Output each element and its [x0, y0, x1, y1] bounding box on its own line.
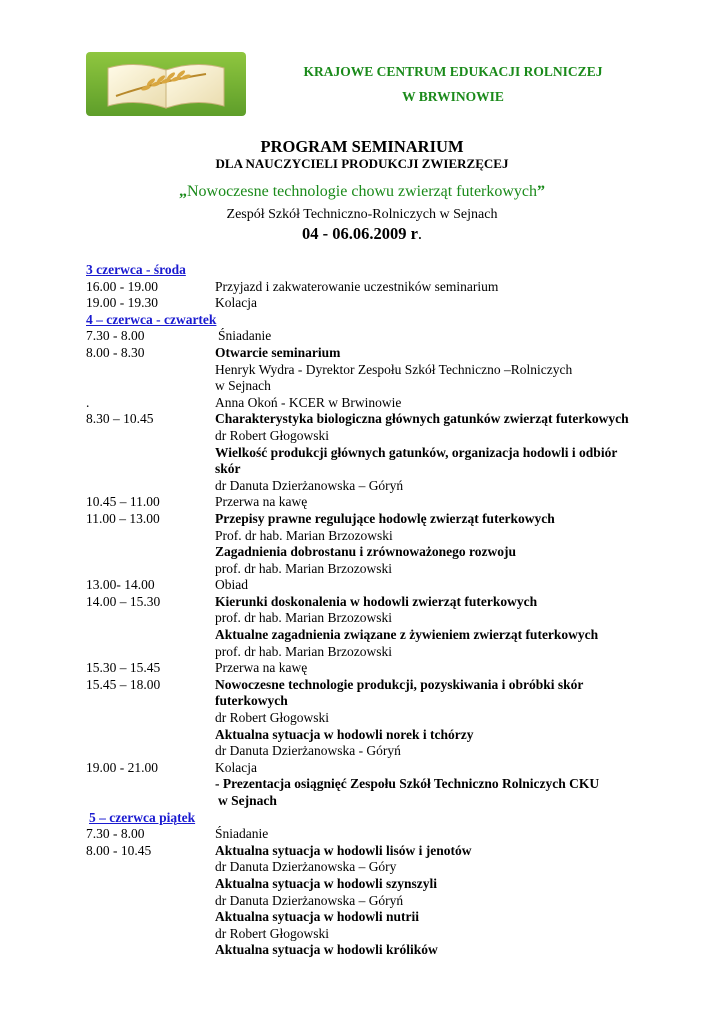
schedule-row — [86, 411, 686, 428]
session-detail: prof. dr hab. Marian Brzozowski — [215, 610, 392, 626]
session-title: Aktualna sytuacja w hodowli norek i tchórzy — [215, 726, 474, 742]
session-title: Otwarcie seminarium — [215, 344, 341, 360]
schedule-row — [86, 926, 686, 943]
session-title: w Sejnach — [218, 793, 277, 808]
day-heading: 3 czerwca - środa — [86, 262, 186, 277]
schedule-time: 7.30 - 8.00 — [86, 826, 145, 842]
day-heading-row — [86, 312, 686, 329]
session-title: Charakterystyka biologiczna głównych gatunków zwierząt futerkowych — [215, 411, 629, 427]
session-detail: Prof. dr hab. Marian Brzozowski — [215, 527, 393, 543]
session-detail: dr Danuta Dzierżanowska – Góry — [215, 859, 397, 875]
seminar-dates-end: . — [417, 224, 423, 243]
schedule-time: . — [86, 394, 90, 410]
schedule-time: 8.30 – 10.45 — [86, 411, 154, 427]
day-heading: 4 – czerwca - czwartek — [86, 311, 217, 327]
schedule-row — [86, 295, 686, 312]
session-detail: w Sejnach — [215, 378, 271, 394]
session-detail: dr Robert Głogowski — [215, 710, 329, 726]
session-detail: Przerwa na kawę — [215, 494, 308, 510]
session-detail: Przerwa na kawę — [215, 660, 308, 676]
schedule-row — [86, 279, 686, 296]
session-detail: dr Danuta Dzierżanowska - Góryń — [215, 743, 401, 759]
schedule-time: 13.00- 14.00 — [86, 577, 155, 593]
session-title: Aktualna sytuacja w hodowli królików — [215, 942, 438, 958]
schedule-row — [86, 445, 686, 462]
schedule-row — [86, 876, 686, 893]
session-detail: dr Robert Głogowski — [215, 925, 329, 941]
schedule-row — [86, 859, 686, 876]
seminar-dates — [0, 224, 724, 244]
schedule-row — [86, 760, 686, 777]
session-detail: Przyjazd i zakwaterowanie uczestników seminarium — [215, 278, 499, 294]
schedule-time: 10.45 – 11.00 — [86, 494, 160, 510]
session-detail: Obiad — [215, 577, 248, 593]
session-title: Aktualne zagadnienia związane z żywieniem zwierząt futerkowych — [215, 627, 599, 643]
institution-location: W BRWINOWIE — [402, 89, 504, 104]
schedule-time: 14.00 – 15.30 — [86, 593, 161, 609]
day-heading-row — [86, 810, 686, 827]
session-detail: prof. dr hab. Marian Brzozowski — [215, 643, 392, 659]
schedule-row — [86, 909, 686, 926]
seminar-topic — [0, 183, 724, 201]
schedule-row — [86, 528, 686, 545]
session-title: Kierunki doskonalenia w hodowli zwierząt futerkowych — [215, 593, 538, 609]
host-school: Zespół Szkół Techniczno-Rolniczych w Sejnach — [226, 207, 498, 222]
session-title: Przepisy prawne regulujące hodowlę zwierząt futerkowych — [215, 510, 555, 526]
schedule-time: 15.30 – 15.45 — [86, 660, 161, 676]
schedule-row — [86, 627, 686, 644]
session-title: Aktualna sytuacja w hodowli szynszyli — [215, 875, 438, 891]
schedule-row — [86, 644, 686, 661]
schedule-row — [86, 511, 686, 528]
schedule-row — [86, 362, 686, 379]
session-title: Wielkość produkcji głównych gatunków, organizacja hodowli i odbiór — [215, 444, 618, 460]
schedule-row — [86, 660, 686, 677]
session-title: futerkowych — [215, 693, 288, 709]
schedule-row — [86, 677, 686, 694]
schedule-row — [86, 793, 686, 810]
schedule-row — [86, 826, 686, 843]
schedule-time: 19.00 - 21.00 — [86, 759, 158, 775]
schedule-row — [86, 577, 686, 594]
schedule-row — [86, 610, 686, 627]
schedule-time: 8.00 - 10.45 — [86, 842, 152, 858]
schedule-time: 16.00 - 19.00 — [86, 278, 158, 294]
schedule-row — [86, 561, 686, 578]
quote-close: ” — [537, 183, 546, 200]
schedule-row — [86, 594, 686, 611]
page-subtitle: DLA NAUCZYCIELI PRODUKCJI ZWIERZĘCEJ — [215, 156, 509, 171]
page-title: PROGRAM SEMINARIUM — [260, 137, 464, 156]
session-detail: Henryk Wydra - Dyrektor Zespołu Szkół Techniczno –Rolniczych — [215, 361, 573, 377]
schedule-row — [86, 494, 686, 511]
session-detail: Kolacja — [215, 759, 257, 775]
schedule-row — [86, 743, 686, 760]
session-title: Nowoczesne technologie produkcji, pozyskiwania i obróbki skór — [215, 676, 584, 692]
quote-open: „ — [178, 183, 187, 200]
schedule-row — [86, 544, 686, 561]
schedule-row — [86, 428, 686, 445]
session-title: Aktualna sytuacja w hodowli nutrii — [215, 909, 420, 925]
schedule-row — [86, 710, 686, 727]
schedule-row — [86, 461, 686, 478]
schedule-row — [86, 893, 686, 910]
session-detail: Śniadanie — [215, 826, 269, 842]
seminar-topic-text: Nowoczesne technologie chowu zwierząt futerkowych — [186, 183, 538, 200]
schedule — [86, 262, 686, 959]
day-heading: 5 – czerwca piątek — [89, 809, 196, 825]
schedule-row — [86, 345, 686, 362]
seminar-dates-text: 04 - 06.06.2009 r — [301, 224, 418, 243]
session-detail: dr Danuta Dzierżanowska – Góryń — [215, 477, 404, 493]
schedule-row — [86, 776, 686, 793]
session-title: Aktualna sytuacja w hodowli lisów i jenotów — [215, 842, 472, 858]
schedule-time: 7.30 - 8.00 — [86, 328, 145, 344]
schedule-row — [86, 843, 686, 860]
session-title: - Prezentacja osiągnięć Zespołu Szkół Techniczno Rolniczych CKU — [215, 776, 600, 792]
schedule-row — [86, 378, 686, 395]
session-detail: Anna Okoń - KCER w Brwinowie — [215, 394, 402, 410]
schedule-time: 15.45 – 18.00 — [86, 676, 161, 692]
schedule-time: 8.00 - 8.30 — [86, 344, 145, 360]
session-detail: dr Robert Głogowski — [215, 427, 329, 443]
schedule-row — [86, 942, 686, 959]
institution-name: KRAJOWE CENTRUM EDUKACJI ROLNICZEJ — [303, 64, 603, 79]
schedule-row — [86, 693, 686, 710]
schedule-row — [86, 478, 686, 495]
session-title: skór — [215, 461, 241, 477]
schedule-row — [86, 328, 686, 345]
session-detail: Kolacja — [215, 295, 257, 311]
open-book-with-wheat-icon — [86, 52, 246, 116]
schedule-row — [86, 727, 686, 744]
session-detail: Śniadanie — [218, 328, 272, 344]
schedule-time: 11.00 – 13.00 — [86, 510, 160, 526]
day-heading-row — [86, 262, 686, 279]
session-detail: prof. dr hab. Marian Brzozowski — [215, 560, 392, 576]
session-detail: dr Danuta Dzierżanowska – Góryń — [215, 892, 404, 908]
schedule-time: 19.00 - 19.30 — [86, 295, 158, 311]
session-title: Zagadnienia dobrostanu i zrównoważonego rozwoju — [215, 544, 517, 560]
schedule-row — [86, 395, 686, 412]
